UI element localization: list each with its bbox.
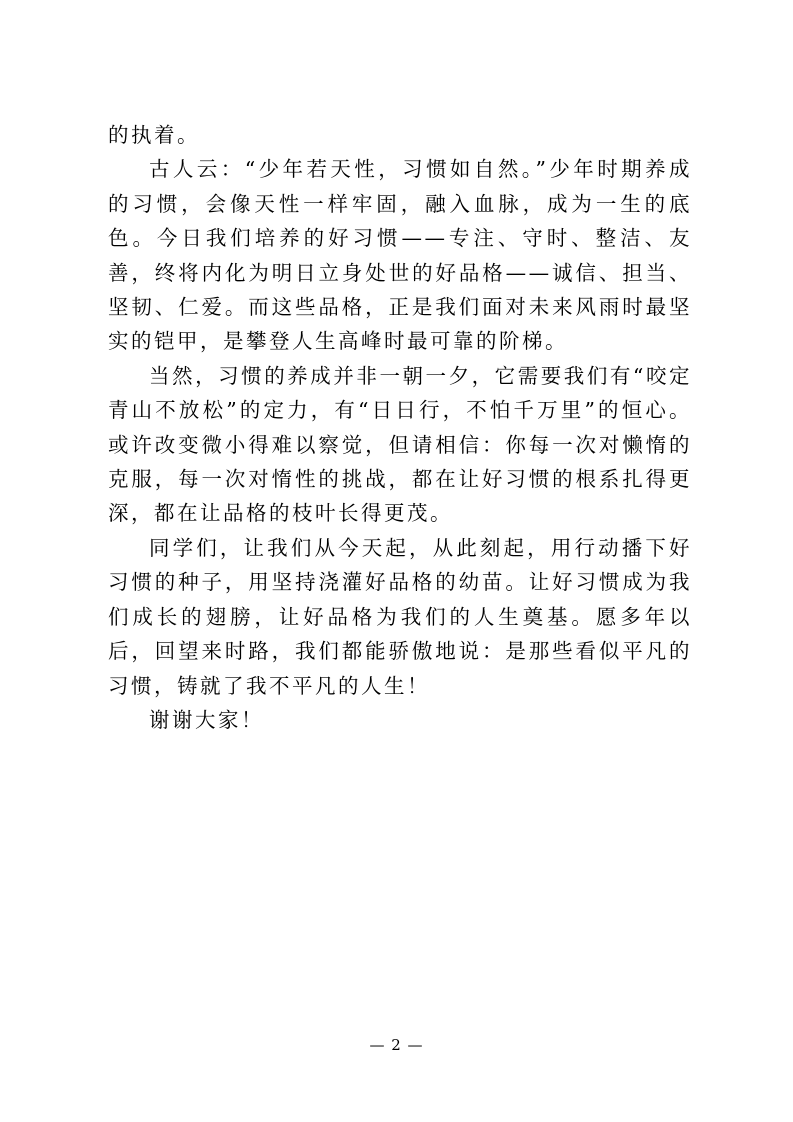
- paragraph-call-to-action: 同学们，让我们从今天起，从此刻起，用行动播下好习惯的种子，用坚持浇灌好品格的幼苗。让好习惯成为我们成长的翅膀，让好品格为我们的人生奠基。愿多年以后，回望来时路，我们都能骄傲地说：是那些看似平凡的习惯，铸就了我不平凡的人生！: [108, 535, 692, 698]
- page-number: — 2 —: [369, 1036, 424, 1054]
- paragraph-continuation: 的执着。: [108, 123, 200, 147]
- paragraph-thanks: 谢谢大家！: [149, 707, 264, 732]
- paragraph-ancient-saying: 古人云：“少年若天性，习惯如自然。”少年时期养成的习惯，会像天性一样牢固，融入血脉，成为一生的底色。今日我们培养的好习惯——专注、守时、整洁、友善，终将内化为明日立身处世的好品格——诚信、担当、坚韧、仁爱。而这些品格，正是我们面对未来风雨时最坚实的铠甲，是攀登人生高峰时最可靠的阶梯。: [108, 157, 692, 354]
- body-text: [108, 118, 692, 737]
- paragraph-habit-formation: 当然，习惯的养成并非一朝一夕，它需要我们有“咬定青山不放松”的定力，有“日日行，不怕千万里”的恒心。或许改变微小得难以察觉，但请相信：你每一次对懒惰的克服，每一次对惰性的挑战，都在让好习惯的根系扎得更深，都在让品格的枝叶长得更茂。: [108, 363, 692, 526]
